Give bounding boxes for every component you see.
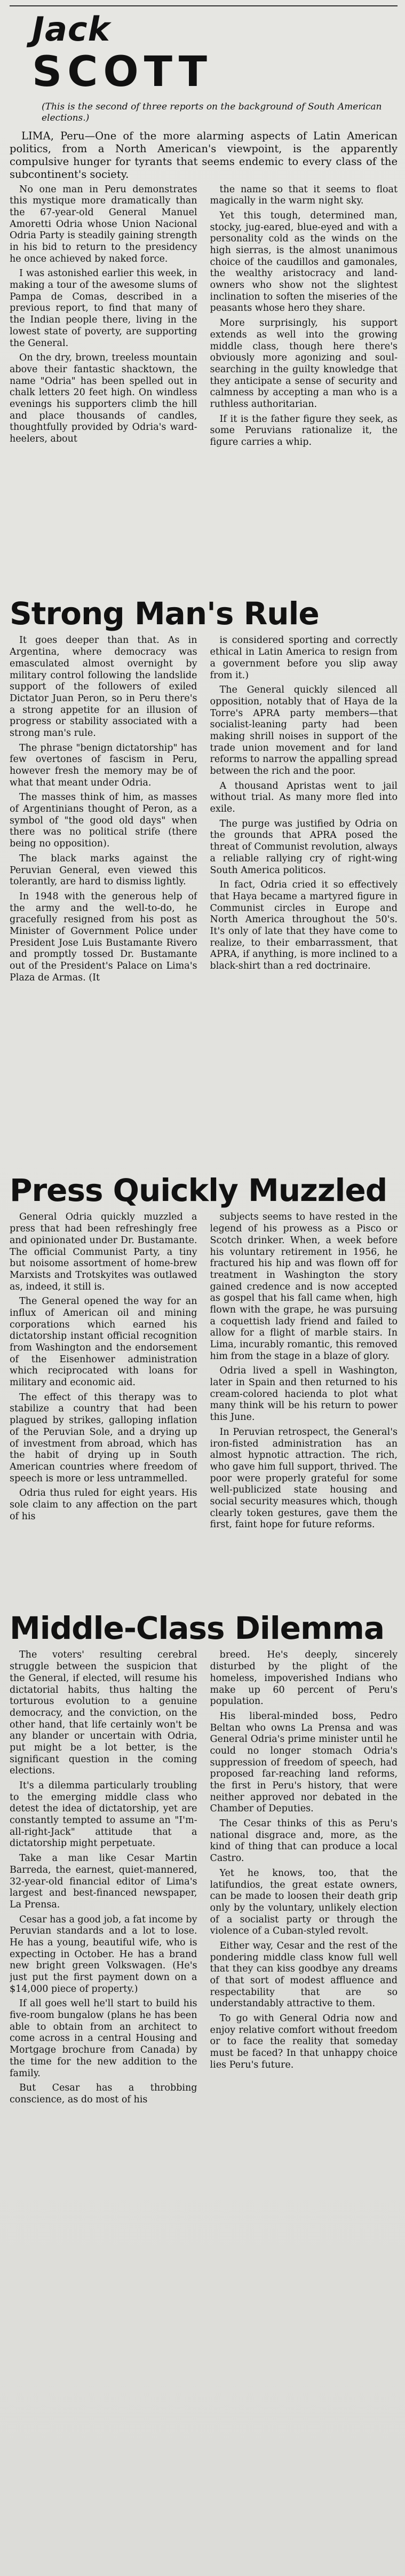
two-column-body — [10, 1650, 398, 2109]
section-heading: Press Quickly Muzzled — [10, 1172, 387, 1208]
left-column — [10, 1650, 197, 2109]
two-column-body — [10, 635, 398, 987]
paragraph: General Odria quickly muzzled a press that had been refreshingly free and opinionated under Dr. Bustamante. The official Communist Party, a tiny but noisome assortment of home-brew Marxists and Trotskyites was outlawed as, indeed, it still is. — [10, 1212, 197, 1292]
paragraph: If all goes well he'll start to build his five-room bungalow (plans he has been able to obtain from an architect to come across in a central Housing and Mortgage brochure from Canada) by the time for the new addition to the family. — [10, 1998, 197, 2079]
paragraph: If it is the father figure they seek, as some Peruvians rationalize it, the figure carries a whip. — [210, 413, 398, 448]
paragraph: Yet he knows, too, that the latifundios, the great estate owners, can be made to loosen their death grip only by the voluntary, unlikely election of a socialist party or through the violence of a Cuban-styled revolt. — [210, 1867, 398, 1937]
paragraph: breed. He's deeply, sincerely disturbed by the plight of the homeless, impoverished Indians who make up 60 percent of Peru's population. — [210, 1650, 398, 1707]
paragraph: On the dry, brown, treeless mountain above their fantastic shacktown, the name "Odria" has been spelled out in chalk letters 20 feet high. On windless evenings his supporters climb the hill and place thousands of candles, thoughtfully provided by Odria's ward-heelers, about — [10, 352, 197, 445]
paragraph: subjects seems to have rested in the legend of his prowess as a Pisco or Scotch drinker. When, a week before his voluntary retirement in 1956, he fractured his hip and was flown off for treatment in Washington the story gained credence and is now accepted as gospel that his fall came when, high flown with the grape, he was pursuing a coquettish lady friend and failed to allow for a flight of marble stairs. In Lima, incurably romantic, this removed him from the stage in a blaze of glory. — [210, 1212, 398, 1362]
byline-first-name: Jack — [32, 10, 110, 49]
paragraph: The black marks against the Peruvian General, even viewed this tolerantly, are hard to dismiss lightly. — [10, 853, 197, 888]
article-section — [10, 590, 398, 1167]
paragraph: His liberal-minded boss, Pedro Beltan who owns La Prensa and was General Odria's prime minister until he could no longer stomach Odria's suppression of freedom of speech, had proposed far-reaching land reforms, the first in Peru's history, that were neither approved nor debated in the Chamber of Deputies. — [210, 1710, 398, 1815]
byline-masthead — [10, 5, 398, 101]
section-heading: Strong Man's Rule — [10, 595, 319, 632]
intro-note: (This is the second of three reports on the background of South American elections.) — [42, 101, 382, 123]
two-column-body — [10, 1212, 398, 1534]
lead-paragraph: LIMA, Peru—One of the more alarming aspects of Latin American politics, from a North American's viewpoint, is the apparently compulsive hunger for tyrants that seems endemic to every class of the subcontinent's society. — [10, 130, 398, 180]
paragraph: Cesar has a good job, a fat income by Peruvian standards and a lot to lose. He has a young, beautiful wife, who is expecting in October. He has a brand new bright green Volkswagen. (He's just put the first payment down on a $14,000 piece of property.) — [10, 1914, 197, 1994]
paragraph: But Cesar has a throbbing conscience, as do most of his — [10, 2083, 197, 2105]
paragraph: The phrase "benign dictatorship" has few overtones of fascism in Peru, however fresh the memory may be of what that meant under Odria. — [10, 742, 197, 788]
paragraph: Yet this tough, determined man, stocky, jug-eared, blue-eyed and with a personality cold as the winds on the high sierras, is the almost unanimous choice of the caudillos and gamonales, the wealthy aristocracy and land-owners who show not the slightest inclination to soften the miseries of the peasants whose hero they share. — [210, 210, 398, 314]
right-column — [210, 635, 398, 987]
paragraph: In fact, Odria cried it so effectively that Haya became a martyred figure in Communist circles in Europe and North America throughout the 50's. It's only of late that they have come to realize, to their embarrassment, that APRA, if anything, is more inclined to a black-shirt than a red doctrinaire. — [210, 879, 398, 972]
paragraph: In Peruvian retrospect, the General's iron-fisted administration has an almost hypnotic attraction. The rich, who gave him full support, thrived. The poor were properly grateful for some well-publicized state housing and social security measures which, though clearly token gestures, gave them the first, faint hope for future reforms. — [210, 1426, 398, 1530]
paragraph: A thousand Apristas went to jail without trial. As many more fled into exile. — [210, 780, 398, 815]
article-section — [10, 1167, 398, 1605]
paragraph: The purge was justified by Odria on the grounds that APRA posed the threat of Communist revolution, always a reliable rallying cry of right-wing South America politicos. — [210, 818, 398, 876]
article-body — [10, 184, 398, 2261]
paragraph: Either way, Cesar and the rest of the pondering middle class know full well that they can kiss goodbye any dreams of that sort of modest affluence and respectability that are so understandably attractive to them. — [210, 1940, 398, 2009]
paragraph: Odria lived a spell in Washington, later in Spain and then returned to his cream-colored hacienda to plot what many think will be his return to power this June. — [210, 1365, 398, 1423]
section-heading: Middle-Class Dilemma — [10, 1609, 384, 1646]
byline-last-name: SCOTT — [32, 48, 212, 96]
paragraph: The Cesar thinks of this as Peru's national disgrace and, more, as the kind of thing that can produce a local Castro. — [210, 1818, 398, 1864]
paragraph: The General quickly silenced all opposition, notably that of Haya de la Torre's APRA party members—that socialist-leaning party had been making shrill noises in support of the trade union movement and for land reforms to narrow the appalling spread between the rich and the poor. — [210, 685, 398, 777]
paragraph: It goes deeper than that. As in Argentina, where democracy was emasculated almost overnight by military control following the landslide support of the followers of exiled Dictator Juan Peron, so in Peru there's a strong appetite for an illusion of progress or stability associated with a strong man's rule. — [10, 635, 197, 739]
article-section — [10, 184, 398, 590]
left-column — [10, 184, 197, 452]
paragraph: The effect of this therapy was to stabilize a country that had been plagued by strikes, galloping inflation of the Peruvian Sole, and a drying up of investment from abroad, which has the habit of drying up in South American countries where freedom of speech is more or less untrammelled. — [10, 1392, 197, 1484]
paragraph: Odria thus ruled for eight years. His sole claim to any affection on the part of his — [10, 1488, 197, 1522]
paragraph: In 1948 with the generous help of the army and the well-to-do, he gracefully resigned from his post as Minister of Government Police under President Jose Luis Bustamante Rivero and promptly tossed Dr. Bustamante out of the President's Palace on Lima's Plaza de Armas. (It — [10, 891, 197, 983]
paragraph: the name so that it seems to float magically in the warm night sky. — [210, 184, 398, 207]
right-column — [210, 1212, 398, 1534]
article-section — [10, 1605, 398, 2261]
paragraph: To go with General Odria now and enjoy relative comfort without freedom or to face the reality that someday must be faced? In that unhappy choice lies Peru's future. — [210, 2013, 398, 2070]
right-column — [210, 1650, 398, 2109]
paragraph: Take a man like Cesar Martin Barreda, the earnest, quiet-mannered, 32-year-old financial editor of Lima's largest and best-financed newspaper, La Prensa. — [10, 1853, 197, 1910]
paragraph: I was astonished earlier this week, in making a tour of the awesome slums of Pampa de Comas, described in a previous report, to find that many of the Indian people there, living in the lowest state of poverty, are supporting the General. — [10, 268, 197, 349]
paragraph: It's a dilemma particularly troubling to the emerging middle class who detest the idea of dictatorship, yet are constantly tempted to assume an "I'm-all-right-Jack" attitude that a dictatorship might perpetuate. — [10, 1780, 197, 1849]
paragraph: No one man in Peru demonstrates this mystique more dramatically than the 67-year-old General Manuel Amoretti Odria whose Union Nacional Odria Party is steadily gaining strength in his bid to return to the presidency he once achieved by naked force. — [10, 184, 197, 264]
paragraph: The General opened the way for an influx of American oil and mining corporations which earned his dictatorship instant official recognition from Washington and the endorsement of the Eisenhower administration which reciprocated with loans for military and economic aid. — [10, 1296, 197, 1388]
paragraph: More surprisingly, his support extends as well into the growing middle class, though here there's obviously more agonizing and soul-searching in the guilty knowledge that they anticipate a sense of security and calmness by accepting a man who is a ruthless authoritarian. — [210, 318, 398, 410]
paragraph: is considered sporting and correctly ethical in Latin America to resign from a government before you slip away from it.) — [210, 635, 398, 681]
left-column — [10, 1212, 197, 1534]
left-column — [10, 635, 197, 987]
paragraph: The masses think of him, as masses of Argentinians thought of Peron, as a symbol of "the good old days" when there was no political strife (there being no opposition). — [10, 792, 197, 850]
two-column-body — [10, 184, 398, 452]
right-column — [210, 184, 398, 452]
paragraph: The voters' resulting cerebral struggle between the suspicion that the General, if elected, will resume his dictatorial habits, thus halting the torturous evolution to a genuine democracy, and the conviction, on the other hand, that life certainly won't be any blander or uncertain with Odria, put might be a lot better, is the significant question in the coming elections. — [10, 1650, 197, 1777]
